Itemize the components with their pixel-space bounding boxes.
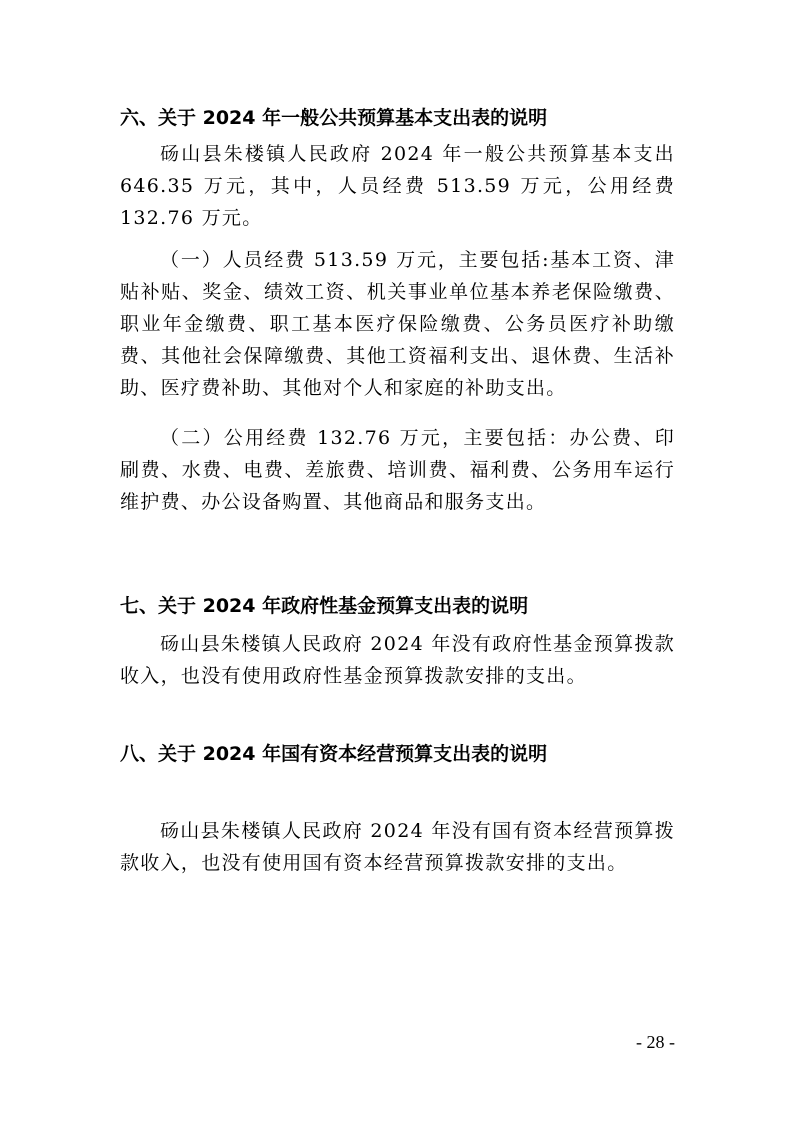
section-8-heading: 八、关于 2024 年国有资本经营预算支出表的说明	[120, 743, 548, 765]
page-number: - 28 -	[636, 1032, 675, 1052]
section-6-heading: 六、关于 2024 年一般公共预算基本支出表的说明	[120, 107, 548, 129]
section-7-paragraph-1: 砀山县朱楼镇人民政府 2024 年没有政府性基金预算拨款收入，也没有使用政府性基金预算拨款安排的支出。	[120, 633, 675, 687]
section-8-paragraph-1: 砀山县朱楼镇人民政府 2024 年没有国有资本经营预算拨款收入，也没有使用国有资本经营预算拨款安排的支出。	[120, 820, 675, 874]
section-7-heading: 七、关于 2024 年政府性基金预算支出表的说明	[120, 595, 529, 617]
section-6-paragraph-1: 砀山县朱楼镇人民政府 2024 年一般公共预算基本支出 646.35 万元，其中，人员经费 513.59 万元，公用经费 132.76 万元。	[120, 143, 675, 229]
section-6-paragraph-3: （二）公用经费 132.76 万元，主要包括：办公费、印刷费、水费、电费、差旅费、培训费、福利费、公务用车运行维护费、办公设备购置、其他商品和服务支出。	[120, 427, 675, 513]
section-6-paragraph-2: （一）人员经费 513.59 万元，主要包括:基本工资、津贴补贴、奖金、绩效工资、机关事业单位基本养老保险缴费、职业年金缴费、职工基本医疗保险缴费、公务员医疗补助缴费、其他社会保障缴费、其他工资福利支出、退休费、生活补助、医疗费补助、其他对个人和家庭的补助支出。	[120, 249, 675, 399]
